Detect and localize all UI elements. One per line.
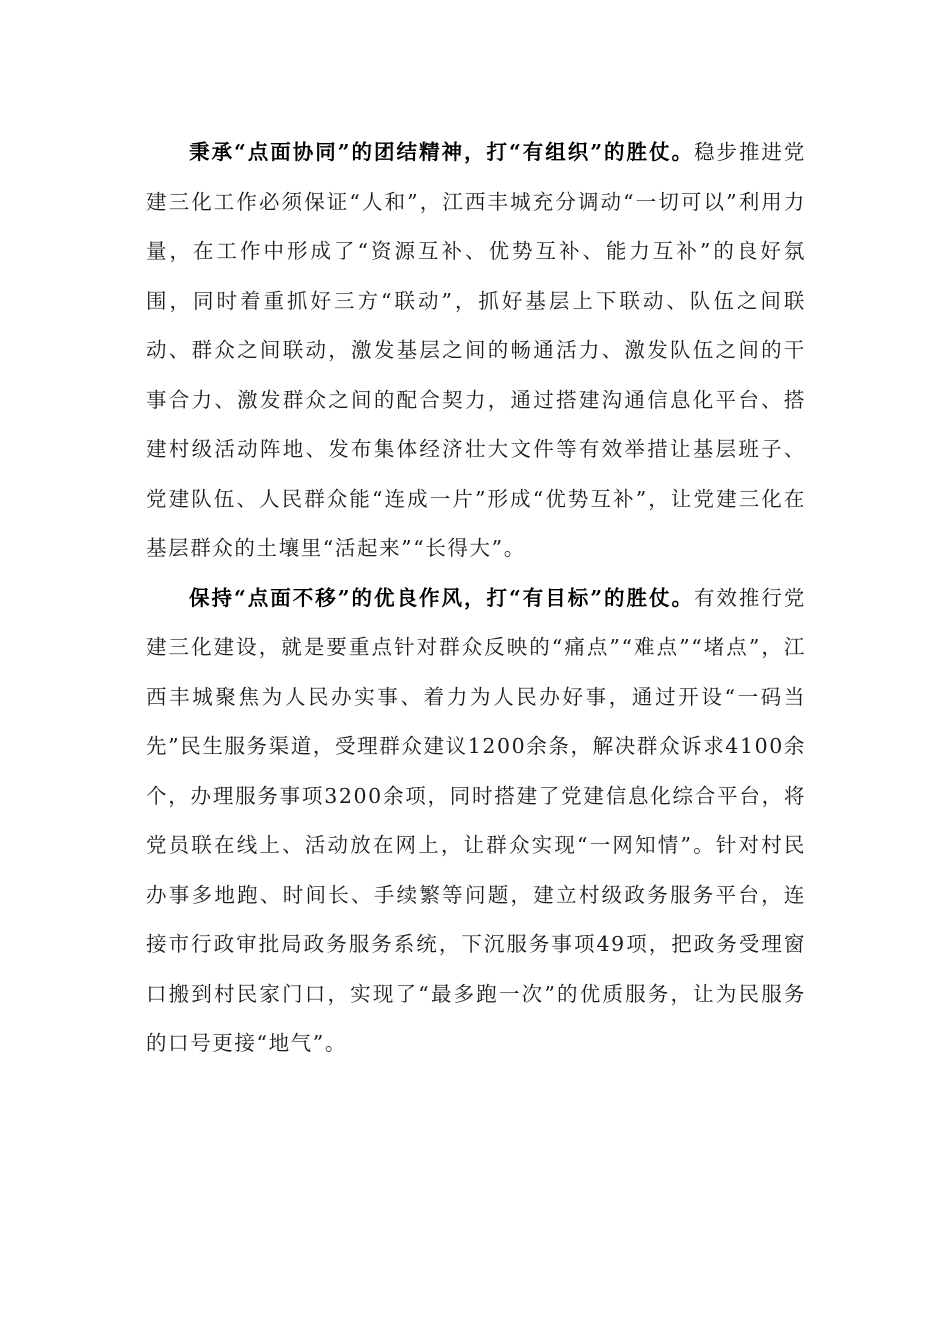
paragraph-2 [146, 574, 806, 1069]
paragraph-1 [146, 128, 806, 574]
paragraph-1-body: 稳步推进党建三化工作必须保证“人和”，江西丰城充分调动“一切可以”利用力量，在工作中形成了“资源互补、优势互补、能力互补”的良好氛围，同时着重抓好三方“联动”，抓好基层上下联动、队伍之间联动、群众之间联动，激发基层之间的畅通活力、激发队伍之间的干事合力、激发群众之间的配合契力，通过搭建沟通信息化平台、搭建村级活动阵地、发布集体经济壮大文件等有效举措让基层班子、党建队伍、人民群众能“连成一片”形成“优势互补”，让党建三化在基层群众的土壤里“活起来”“长得大”。 [146, 140, 806, 560]
document-body [146, 128, 806, 1069]
paragraph-2-body: 有效推行党建三化建设，就是要重点针对群众反映的“痛点”“难点”“堵点”，江西丰城聚焦为人民办实事、着力为人民办好事，通过开设“一码当先”民生服务渠道，受理群众建议1200余条，解决群众诉求4100余个，办理服务事项3200余项，同时搭建了党建信息化综合平台，将党员联在线上、活动放在网上，让群众实现“一网知情”。针对村民办事多地跑、时间长、手续繁等问题，建立村级政务服务平台，连接市行政审批局政务服务系统，下沉服务事项49项，把政务受理窗口搬到村民家门口，实现了“最多跑一次”的优质服务，让为民服务的口号更接“地气”。 [146, 585, 806, 1055]
paragraph-1-lead: 秉承“点面协同”的团结精神，打“有组织”的胜仗。 [189, 140, 694, 164]
paragraph-2-lead: 保持“点面不移”的优良作风，打“有目标”的胜仗。 [189, 585, 694, 610]
